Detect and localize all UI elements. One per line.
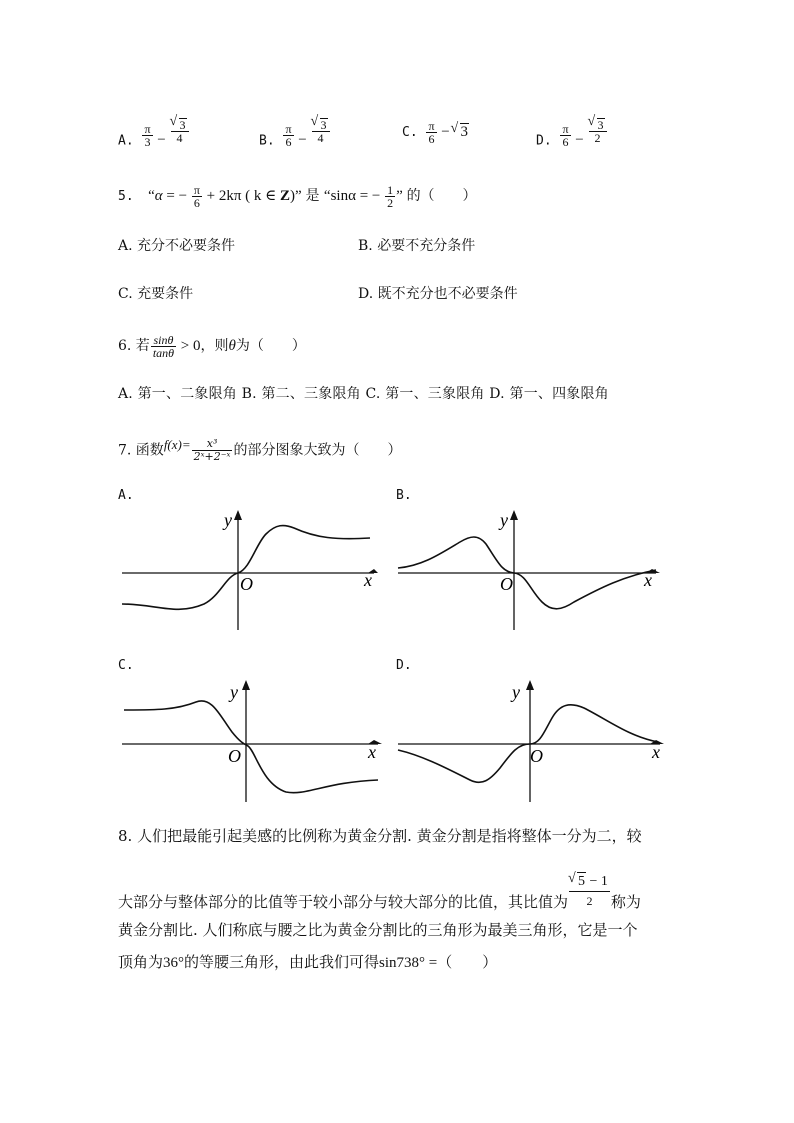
q5-condition <box>148 183 305 210</box>
option-letter: D. <box>536 133 552 149</box>
y-arrow-icon <box>510 510 518 520</box>
q8-text: 称为 <box>610 893 641 911</box>
q4-option-c[interactable] <box>402 120 469 145</box>
question-number: 7. 函数 <box>118 442 164 459</box>
frac-den: 6 <box>193 196 200 210</box>
option-expression <box>282 118 330 149</box>
alpha-symbol: α <box>154 187 163 204</box>
q5-option-d[interactable]: D. 既不充分也不必要条件 <box>358 286 518 302</box>
frac-den: 3 <box>144 134 151 149</box>
graph-d-label[interactable]: D. <box>396 658 412 673</box>
graph-a[interactable] <box>116 506 378 634</box>
option-expression <box>425 119 469 146</box>
graph-a-label[interactable]: A. <box>118 488 134 503</box>
frac-den: 4 <box>317 131 324 145</box>
q8-text: 的等腰三角形，由此我们可得 <box>184 953 380 971</box>
q4-option-a[interactable] <box>118 118 190 154</box>
q8-text: 顶角为 <box>118 953 164 971</box>
frac-num: π <box>144 121 151 136</box>
question-number: 5. <box>118 188 134 204</box>
minus-sign: − <box>575 132 584 149</box>
sine-expression: sin738° = <box>379 955 438 971</box>
frac-den: tanθ <box>152 346 175 360</box>
x-label: x <box>368 742 376 762</box>
quote-mark: “ <box>323 187 331 204</box>
curve <box>124 701 378 793</box>
sqrt-value: √ 3 <box>320 118 328 131</box>
sqrt-value: √ 5 <box>577 872 586 891</box>
y-label: y <box>230 682 238 702</box>
sine-expression: sinα <box>330 187 356 204</box>
q6-expression <box>150 333 201 360</box>
integer-set: Z <box>280 187 291 204</box>
frac-num: − 1 <box>586 874 608 889</box>
q5-conclusion <box>323 183 407 210</box>
y-label: y <box>500 510 508 530</box>
question-tail: 的部分图象大致为（ ） <box>233 442 402 459</box>
question-text: ，则 <box>200 337 229 354</box>
frac-den: 6 <box>428 132 435 146</box>
option-expression <box>141 118 189 149</box>
quote-mark: ” <box>295 187 302 204</box>
question-tail: （ ） <box>437 953 498 971</box>
y-arrow-icon <box>242 680 250 690</box>
sqrt-value: √ 3 <box>460 123 470 141</box>
frac-num: sinθ <box>151 334 176 347</box>
frac-den: 6 <box>562 134 569 149</box>
frac-num: 1 <box>387 183 394 197</box>
frac-den: 4 <box>176 131 183 145</box>
frac-den: 6 <box>285 134 292 149</box>
frac-num: π <box>562 121 569 136</box>
frac-num: π <box>285 121 292 136</box>
x-label: x <box>644 570 652 590</box>
frac-den: 2 <box>586 894 593 908</box>
y-arrow-icon <box>526 680 534 690</box>
q5-option-c[interactable]: C. 充要条件 <box>118 286 194 302</box>
option-letter: A. <box>118 133 134 149</box>
q5-option-b[interactable]: B. 必要不充分条件 <box>358 238 476 254</box>
frac-num: π <box>193 183 200 197</box>
question-number: 6. 若 <box>118 337 150 354</box>
frac-den: 2 <box>387 196 394 210</box>
graph-b-label[interactable]: B. <box>396 488 412 503</box>
equals-minus: = − <box>162 187 188 204</box>
connector-text: 是 <box>305 187 320 204</box>
quote-mark: ” <box>396 187 403 204</box>
frac-den: 2 <box>594 131 601 145</box>
question-tail: 的（ ） <box>406 187 477 204</box>
option-letter: B. <box>259 133 275 149</box>
graph-d[interactable] <box>394 676 668 804</box>
quote-mark: “ <box>148 187 155 204</box>
q6-stem <box>118 334 306 359</box>
theta-symbol: θ <box>228 337 236 354</box>
x-label: x <box>652 742 660 762</box>
frac-num: π <box>428 119 435 133</box>
minus-sign: − <box>157 132 166 149</box>
q8-line-1: 8. 人们把最能引起美感的比例称为黄金分割. 黄金分割是指将整体一分为二，较 <box>118 827 642 845</box>
origin-label: O <box>240 574 253 594</box>
sqrt-value: √ 3 <box>179 118 187 131</box>
minus-sign: − <box>298 132 307 149</box>
q8-line-3: 黄金分割比. 人们称底与腰之比为黄金分割比的三角形为最美三角形，它是一个 <box>118 921 638 939</box>
q8-text: 大部分与整体部分的比值等于较小部分与较大部分的比值，其比值为 <box>118 893 569 911</box>
question-tail: 为（ ） <box>235 337 306 354</box>
graph-c[interactable] <box>116 676 384 804</box>
inequality: > 0 <box>177 337 201 354</box>
q8-line-4 <box>118 952 497 973</box>
function-name: f(x)= <box>163 436 191 452</box>
frac-num: x³ <box>192 438 233 451</box>
curve <box>122 526 370 610</box>
y-arrow-icon <box>234 510 242 520</box>
y-label: y <box>224 510 232 530</box>
sqrt-value: √ 3 <box>597 118 605 131</box>
graph-b[interactable] <box>394 506 662 634</box>
angle-value: 36° <box>163 955 185 971</box>
q8-line-2 <box>118 874 641 922</box>
minus-sign: − <box>441 123 450 140</box>
q5-stem <box>118 184 477 209</box>
origin-label: O <box>530 746 543 766</box>
y-label: y <box>512 682 520 702</box>
graph-c-label[interactable]: C. <box>118 658 134 673</box>
option-expression <box>559 118 607 149</box>
equals-minus: = − <box>355 187 381 204</box>
q7-stem <box>118 438 401 463</box>
x-label: x <box>364 570 372 590</box>
origin-label: O <box>228 746 241 766</box>
origin-label: O <box>500 574 513 594</box>
q5-option-a[interactable]: A. 充分不必要条件 <box>118 238 236 254</box>
q4-option-d[interactable] <box>536 118 608 154</box>
expression-middle: + 2kπ ( k ∈ <box>206 187 281 204</box>
option-letter: C. <box>402 124 418 140</box>
q4-option-b[interactable] <box>259 118 331 154</box>
paren-close: ) <box>290 187 296 204</box>
q6-options[interactable]: A. 第一、二象限角 B. 第二、三象限角 C. 第一、三象限角 D. 第一、四象限角 <box>118 386 609 402</box>
frac-den: 2ˣ+2⁻ˣ <box>193 450 231 463</box>
